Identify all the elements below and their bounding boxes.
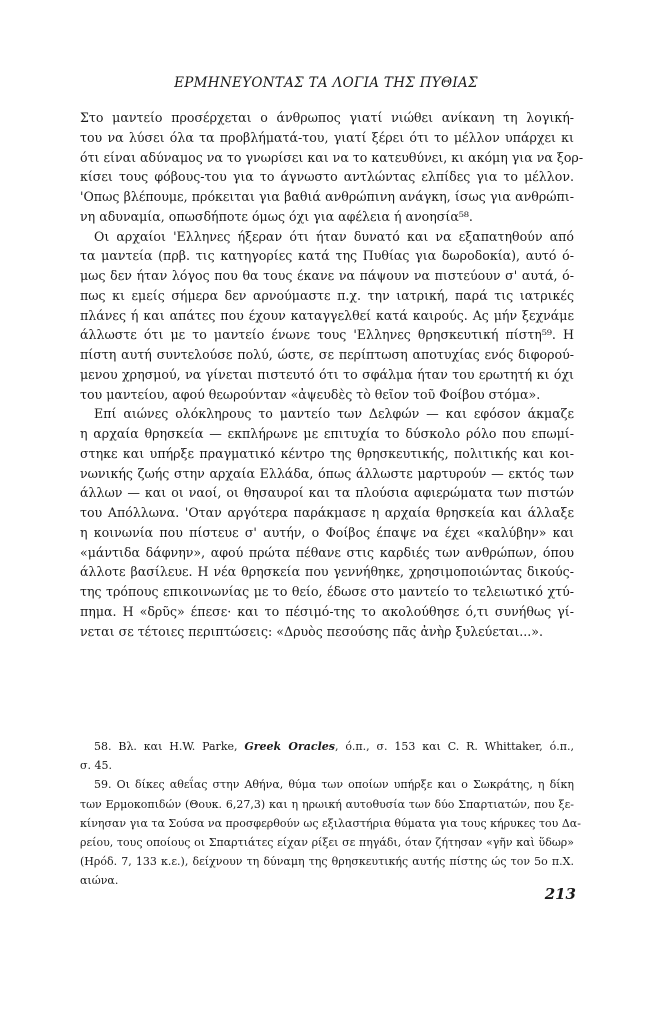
page-number: 213 bbox=[544, 885, 576, 903]
text-line: Στο μαντείο προσέρχεται ο άνθρωπος γιατί νιώθει ανίκανη τη λογική- bbox=[80, 110, 574, 125]
text-line: της τρόπους επικοινωνίας με το θείο, έδωσε στο μαντείο το τελειωτικό χτύ- bbox=[80, 584, 574, 599]
footnote-line: των Ερμοκοπιδών (Θουκ. 6,27,3) και η ηρωική αυτοθυσία των δύο Σπαρτιατών, που ξε- bbox=[80, 797, 574, 811]
text-line: άλλοτε βασίλευε. Η νέα θρησκεία που γεννήθηκε, χρησιμοποιώντας δικούς- bbox=[80, 564, 574, 580]
text-line: «μάντιδα δάφνην», αφού πρώτα πέθανε στις καρδιές των ανθρώπων, όπου bbox=[80, 544, 574, 560]
text-line: Οι αρχαίοι 'Ελληνες ήξεραν ότι ήταν δυνατό και να εξαπατηθούν από bbox=[94, 228, 574, 244]
footnote-line: σ. 45. bbox=[80, 759, 112, 773]
footnotes bbox=[80, 737, 581, 891]
text-line: του μαντείου, αφού θεωρούνταν «ἀψευδὲς τὸ θεῖον τοῦ Φοίβου στόμα». bbox=[80, 386, 541, 402]
footnote-line: ρείου, τους οποίους οι Σπαρτιάτες είχαν ρίξει σε πηγάδι, όταν ζήτησαν «γῆν καὶ ὕδωρ» bbox=[80, 836, 574, 850]
text-line: η αρχαία θρησκεία — εκπλήρωνε με επιτυχία το δύσκολο ρόλο που επωμί- bbox=[80, 426, 574, 441]
text-line: η κοινωνία που πίστευε σ' αυτήν, ο Φοίβος έπαψε να έχει «καλύβην» και bbox=[80, 524, 574, 540]
text-line: του να λύσει όλα τα προβλήματά-του, γιατί ξέρει ότι το μέλλον υπάρχει κι bbox=[80, 129, 574, 145]
footnote-59: 59. Οι δίκες αθεΐας στην Αθήνα, θύμα των οποίων υπήρξε και ο Σωκράτης, η δίκη bbox=[94, 778, 574, 792]
text-line: Επί αιώνες ολόκληρους το μαντείο των Δελφών — και εφόσον άκμαζε bbox=[94, 406, 574, 422]
text-line: τα μαντεία (πρβ. τις κατηγορίες κατά της Πυθίας για δωροδοκία), αυτό ό- bbox=[80, 248, 574, 264]
body-text bbox=[80, 108, 584, 641]
footnote-line: (Ηρόδ. 7, 133 κ.ε.), δείχνουν τη δύναμη της θρησκευτικής αυτής πίστης ώς τον 5ο π.Χ. bbox=[80, 855, 574, 869]
text-line: νεται σε τέτοιες περιπτώσεις: «Δρυὸς πεσούσης πᾶς ἀνὴρ ξυλεύεται...». bbox=[80, 623, 543, 639]
text-line: μενου χρησμού, να γίνεται πιστευτό ότι το σφάλμα ήταν του ερωτητή κι όχι bbox=[80, 366, 574, 382]
text-line: 'Οπως βλέπουμε, πρόκειται για βαθιά ανθρώπινη ανάγκη, ίσως για ανθρώπι- bbox=[80, 189, 574, 204]
running-header: ΕΡΜΗΝΕΥΟΝΤΑΣ ΤΑ ΛΟΓΙΑ ΤΗΣ ΠΥΘΙΑΣ bbox=[174, 75, 478, 91]
footnote-line: κίνησαν για τα Σούσα να προσφερθούν ως εξιλαστήρια θύματα για τους κήρυκες του Δα- bbox=[80, 816, 581, 830]
text-line: πως κι εμείς σήμερα δεν αρνούμαστε π.χ. την ιατρική, παρά τις ιατρικές bbox=[80, 287, 574, 303]
text-line: άλλων — και οι ναοί, οι θησαυροί και τα πλούσια αφιερώματα των πιστών bbox=[80, 485, 574, 501]
text-line: πημα. Η «δρῦς» έπεσε· και το πέσιμό-της το ακολούθησε ό,τι συνήθως γί- bbox=[80, 603, 574, 619]
text-line: πίστη αυτή συντελούσε πολύ, ώστε, σε περίπτωση αποτυχίας ενός διφορού- bbox=[80, 347, 574, 362]
text-line: του Απόλλωνα. 'Οταν αργότερα παράκμασε η αρχαία θρησκεία και άλλαξε bbox=[80, 505, 574, 520]
text-line: πλάνες ή και απάτες που έχουν καταγγελθεί κατά καιρούς. Ας μήν ξεχνάμε bbox=[80, 307, 574, 323]
text-line: στηκε και υπήρξε πραγματικό κέντρο της θρησκευτικής, πολιτικής και κοι- bbox=[80, 445, 574, 461]
text-line: νωνικής ζωής στην αρχαία Ελλάδα, όπως άλλωστε μαρτυρούν — εκτός των bbox=[80, 465, 574, 481]
text-line: κίσει τους φόβους-του για το άγνωστο αντλώντας ελπίδες για το μέλλον. bbox=[80, 169, 574, 185]
text-line: ότι είναι αδύναμος να το γνωρίσει και να το κατευθύνει, κι ακόμη για να ξορ- bbox=[80, 149, 584, 165]
text-line: νη αδυναμία, οπωσδήποτε όμως όχι για αφέλεια ή ανοησία⁵⁸. bbox=[80, 208, 473, 224]
text-line: άλλωστε ότι με το μαντείο ένωνε τους 'Ελληνες θρησκευτική πίστη⁵⁹. Η bbox=[80, 327, 574, 343]
text-line: μως δεν ήταν λόγος που θα τους έκανε να πάψουν να πιστεύουν σ' αυτά, ό- bbox=[80, 268, 574, 283]
footnote-58: 58. Βλ. και H.W. Parke, Greek Oracles, ό.π., σ. 153 και C. R. Whittaker, ό.π., bbox=[94, 740, 574, 753]
footnote-line: αιώνα. bbox=[80, 874, 119, 888]
